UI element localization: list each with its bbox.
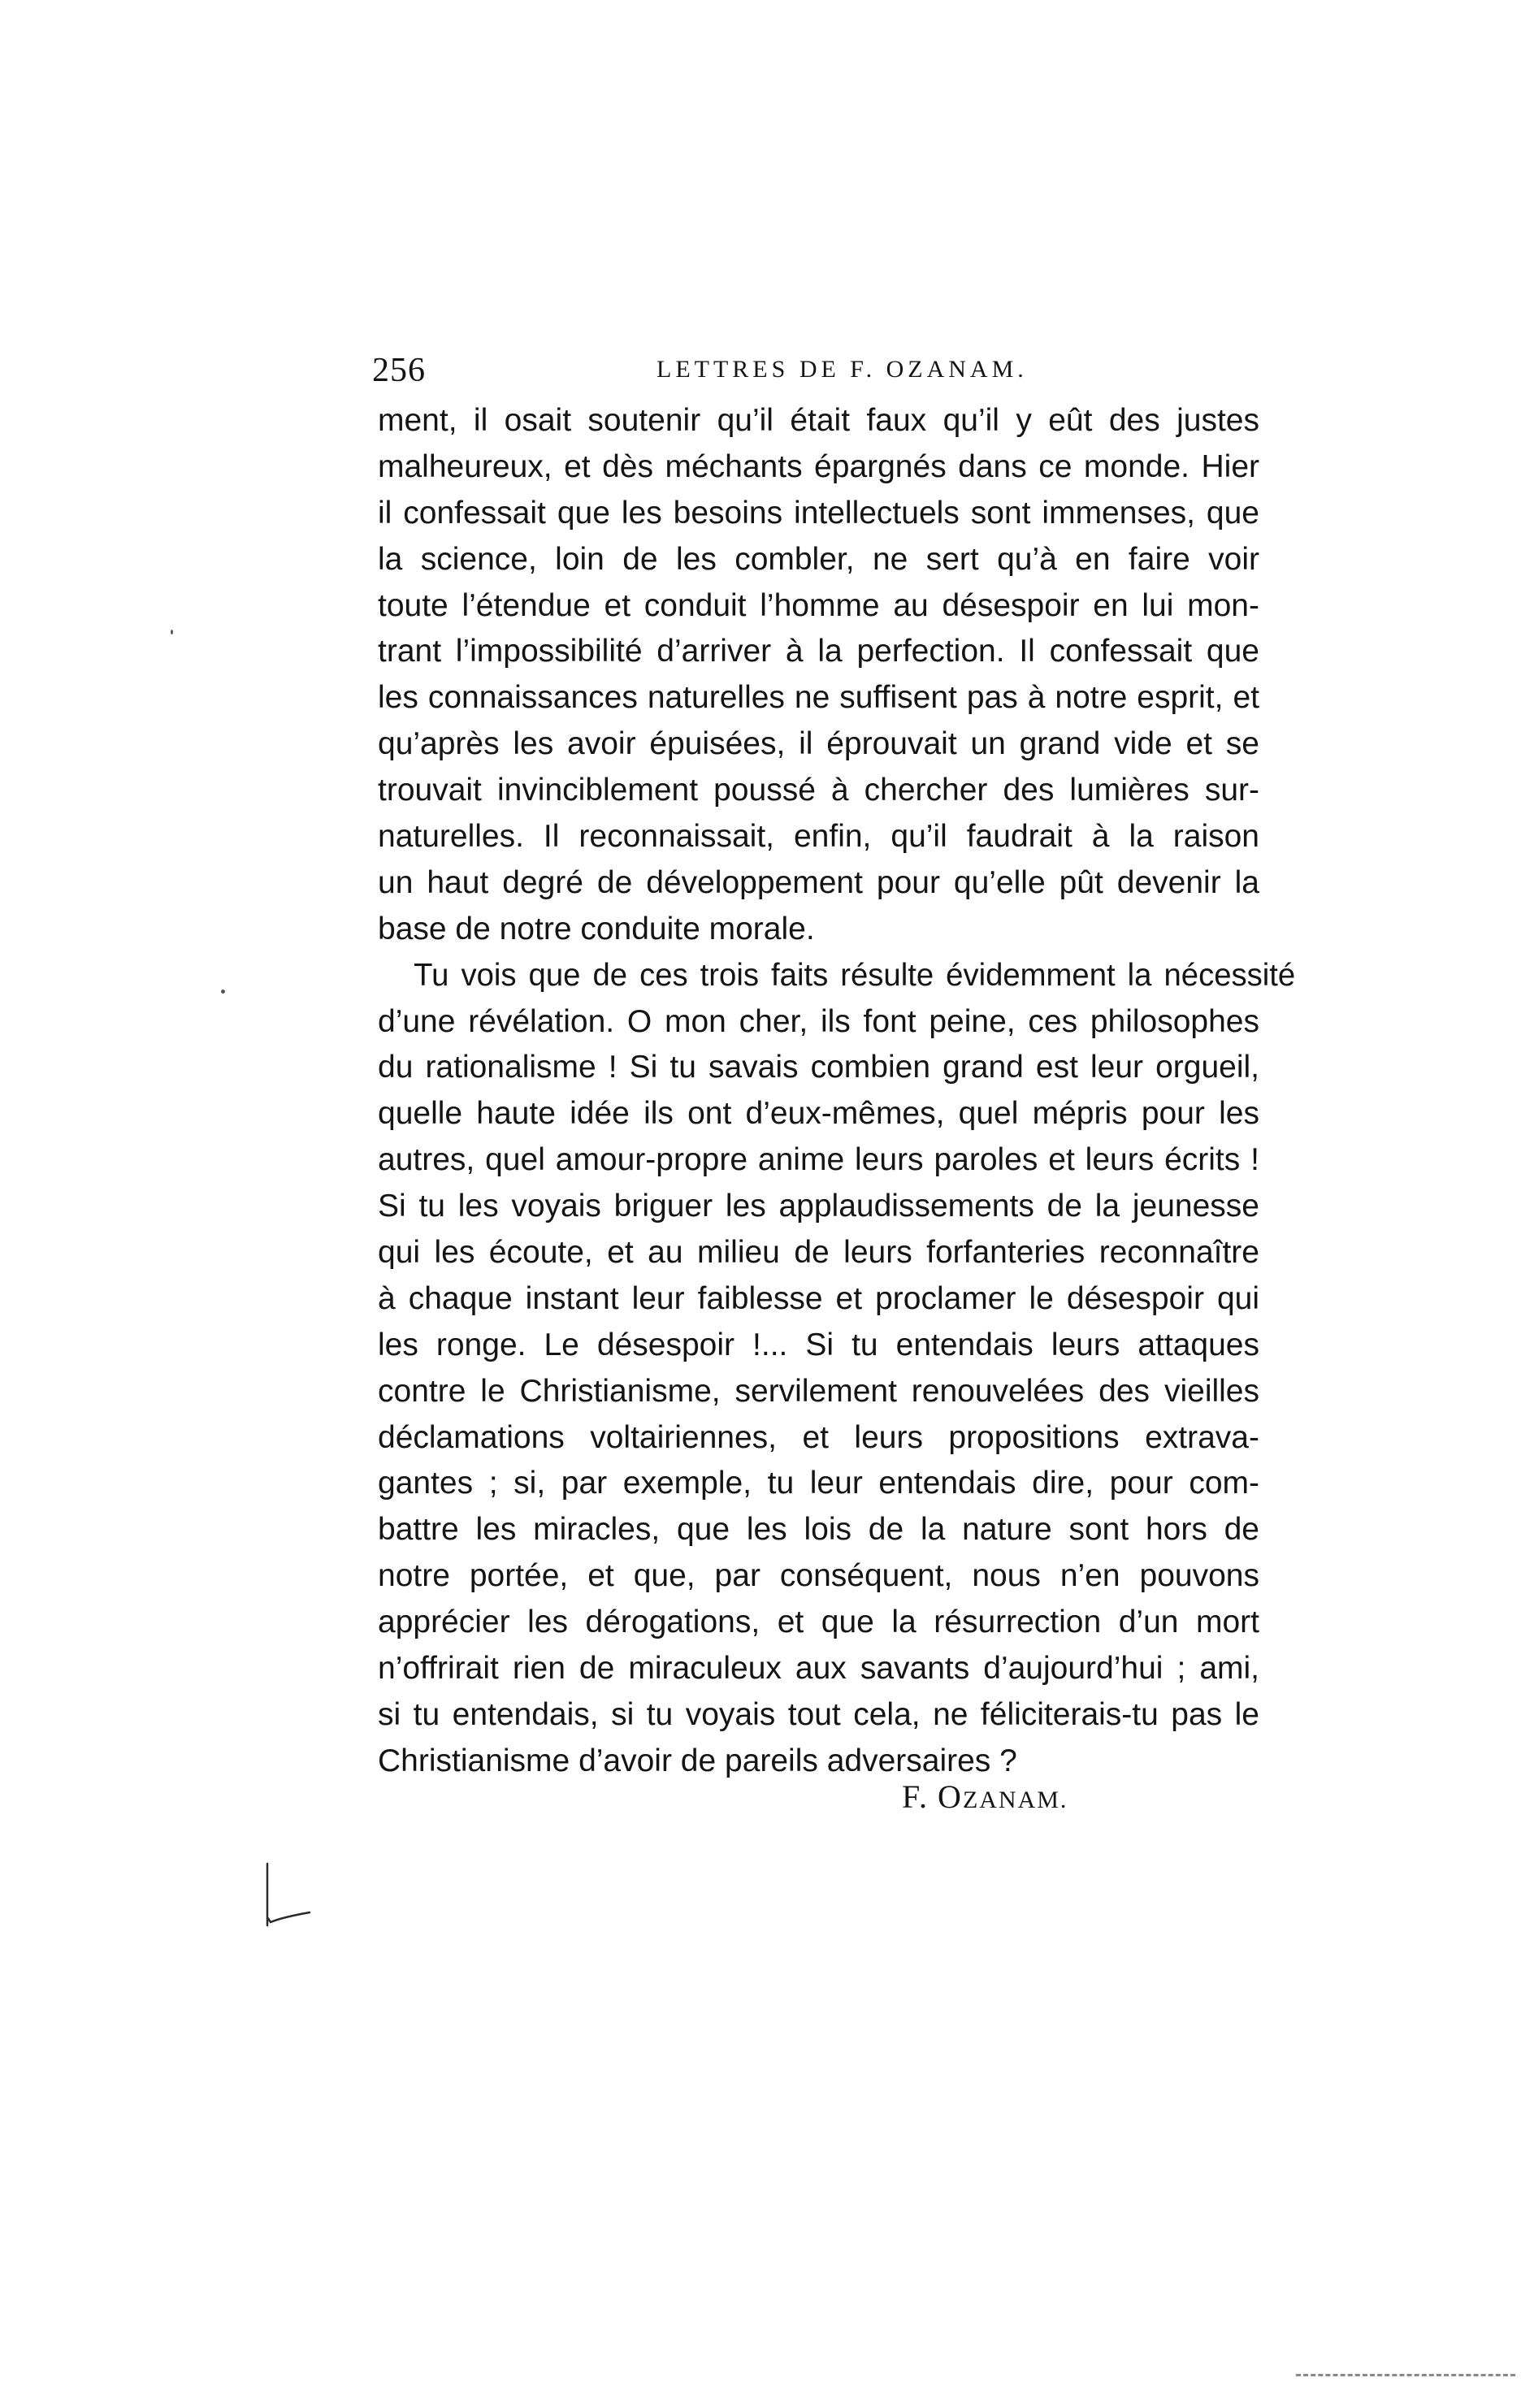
text-line: n’offrirait rien de miraculeux aux savants d’aujourd’hui ; ami, xyxy=(378,1651,1259,1687)
body-text xyxy=(378,398,1296,1785)
text-line: les ronge. Le désespoir !... Si tu entendais leurs attaques xyxy=(378,1327,1259,1362)
text-line: si tu entendais, si tu voyais tout cela, ne féliciterais-tu pas le xyxy=(378,1696,1259,1732)
text-line: la science, loin de les combler, ne sert qu’à en faire voir xyxy=(378,541,1259,577)
page-number: 256 xyxy=(372,352,426,389)
text-line: malheureux, et dès méchants épargnés dans ce monde. Hier xyxy=(378,448,1259,484)
signature xyxy=(902,1778,1068,1816)
text-line: base de notre conduite morale. xyxy=(378,911,815,946)
text-line: qu’après les avoir épuisées, il éprouvait un grand vide et se xyxy=(378,726,1259,762)
text-line: ment, il osait soutenir qu’il était faux qu’il y eût des justes xyxy=(378,403,1259,438)
text-line: Tu vois que de ces trois faits résulte évidemment la nécessité xyxy=(414,957,1296,993)
text-line: trant l’impossibilité d’arriver à la perfection. Il confessait que xyxy=(378,634,1259,669)
margin-bracket-mark xyxy=(264,1860,313,1934)
text-line: toute l’étendue et conduit l’homme au désespoir en lui mon- xyxy=(378,587,1259,623)
text-line: les connaissances naturelles ne suffisent pas à notre esprit, et xyxy=(378,680,1259,716)
text-line: naturelles. Il reconnaissait, enfin, qu’il faudrait à la raison xyxy=(378,819,1259,855)
text-line: un haut degré de développement pour qu’elle pût devenir la xyxy=(378,864,1259,900)
text-line: Christianisme d’avoir de pareils adversaires ? xyxy=(378,1743,1017,1778)
text-line: autres, quel amour-propre anime leurs paroles et leurs écrits ! xyxy=(378,1142,1259,1178)
signature-rest: ZANAM. xyxy=(962,1787,1068,1813)
footer-rule xyxy=(1296,2374,1515,2380)
text-line: d’une révélation. O mon cher, ils font peine, ces philosophes xyxy=(378,1003,1259,1039)
text-line: contre le Christianisme, servilement renouvelées des vieilles xyxy=(378,1373,1259,1409)
text-line: il confessait que les besoins intellectuels sont immenses, que xyxy=(378,495,1259,531)
text-line: qui les écoute, et au milieu de leurs forfanteries reconnaître xyxy=(378,1235,1259,1271)
ink-speck xyxy=(221,990,225,994)
text-line: Si tu les voyais briguer les applaudissements de la jeunesse xyxy=(378,1189,1259,1224)
text-line: du rationalisme ! Si tu savais combien grand est leur orgueil, xyxy=(378,1050,1259,1085)
text-line: quelle haute idée ils ont d’eux-mêmes, quel mépris pour les xyxy=(378,1096,1259,1132)
text-line: à chaque instant leur faiblesse et proclamer le désespoir qui xyxy=(378,1280,1259,1316)
ink-speck xyxy=(171,630,173,634)
text-line: trouvait invinciblement poussé à chercher des lumières sur- xyxy=(378,773,1259,808)
text-line: déclamations voltairiennes, et leurs propositions extrava- xyxy=(378,1419,1259,1455)
signature-initial: F. xyxy=(902,1778,930,1815)
text-line: battre les miracles, que les lois de la nature sont hors de xyxy=(378,1512,1259,1548)
text-line: gantes ; si, par exemple, tu leur entendais dire, pour com- xyxy=(378,1466,1259,1501)
text-line: apprécier les dérogations, et que la résurrection d’un mort xyxy=(378,1605,1259,1640)
running-head xyxy=(372,351,1266,400)
running-title: LETTRES DE F. OZANAM. xyxy=(656,356,1028,383)
text-line: notre portée, et que, par conséquent, nous n’en pouvons xyxy=(378,1558,1259,1594)
signature-first-letter: O xyxy=(938,1778,963,1815)
